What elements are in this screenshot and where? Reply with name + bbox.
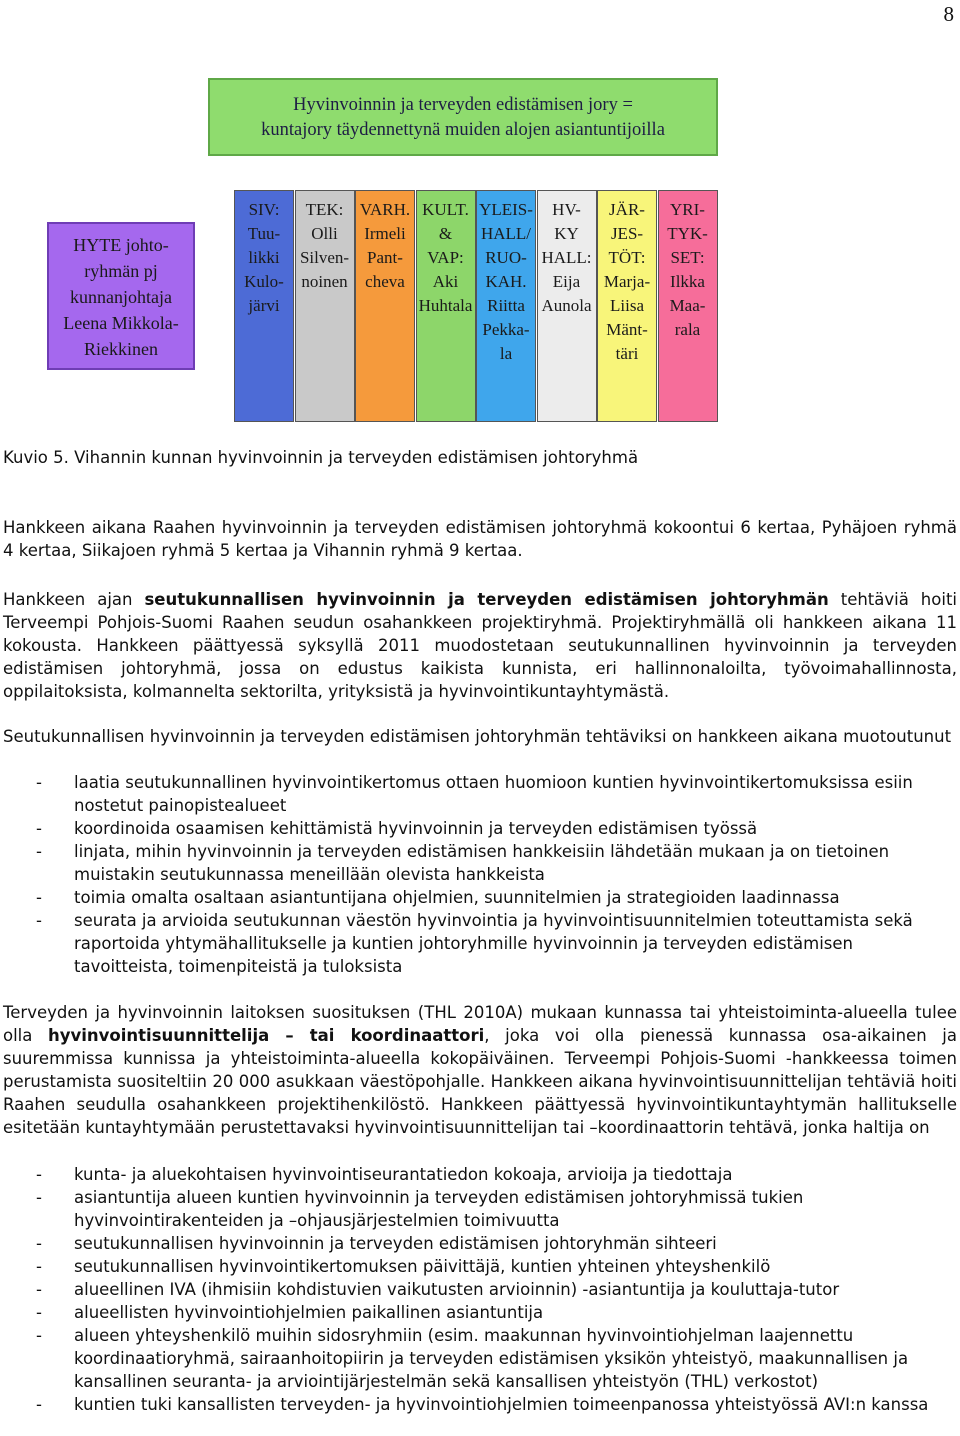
chart-column-line: Kulo- — [244, 272, 284, 291]
hyte-line: ryhmän pj — [84, 261, 158, 281]
chart-column-line: Huhtala — [418, 296, 473, 315]
hyte-line: kunnanjohtaja — [70, 287, 172, 307]
chart-column-line: JÄR- — [609, 200, 645, 219]
chart-column-line: Pekka- — [482, 320, 530, 339]
chart-column-line: Mänt- — [606, 320, 648, 339]
chart-column-line: Eija — [552, 272, 581, 291]
chart-column-line: Aunola — [541, 296, 592, 315]
chart-column-line: HV- — [552, 200, 581, 219]
chart-column-line: HALL: — [541, 248, 592, 267]
p4-text: , joka voi olla pienessä kunnassa osa-aikainen ja suuremmissa kunnissa ja yhteistoiminta-alueella kokopäiväinen. Terveempi Pohjois-Suomi -hankkeessa toimen perustamista suositeltiin 20 000 asukkaan väestöpohjalle. Hankkeen aikana hyvinvointisuunnittelijan tehtäviä hoiti Raahen seudulla osahankkeen projektihenkilöstö. Hankkeen päättyessä hyvinvointikuntayhtymän hallitukselle esitetään kuntayhtymään perustettavaksi hyvinvointisuunnittelijan tai –koordinaattorin tehtävä, jonka haltija on — [3, 1026, 957, 1137]
chart-column-line: noinen — [301, 272, 348, 291]
chart-hyte-box — [47, 222, 195, 370]
top-box-line: Hyvinvoinnin ja terveyden edistämisen jory = — [293, 95, 633, 115]
chart-column-line: JES- — [610, 224, 644, 243]
figure-caption: Kuvio 5. Vihannin kunnan hyvinvoinnin ja terveyden edistämisen johtoryhmä — [3, 448, 639, 467]
list-item: - alueellinen IVA (ihmisiin kohdistuvien vaikutusten arvioinnin) -asiantuntija ja kouluttaja-tutor — [3, 1278, 957, 1301]
chart-column-line: KAH. — [485, 272, 527, 291]
chart-column-line: Aki — [432, 272, 459, 291]
chart-column — [597, 190, 657, 422]
chart-column-line: Maa- — [669, 296, 706, 315]
chart-column-line: Ilkka — [670, 272, 705, 291]
chart-column-line: Pant- — [367, 248, 403, 267]
page-number: 8 — [943, 2, 954, 26]
chart-column — [295, 190, 355, 422]
chart-column-line: TYK- — [667, 224, 708, 243]
chart-column-line: Silven- — [299, 248, 350, 267]
chart-column-line: RUO- — [485, 248, 527, 267]
list-item: - laatia seutukunnallinen hyvinvointikertomus ottaen huomioon kuntien hyvinvointikertomuksissa esiin nostetut painopistealueet — [3, 771, 957, 817]
hyte-line: Riekkinen — [84, 339, 158, 359]
chart-column-line: Marja- — [603, 272, 651, 291]
hyte-line: HYTE johto- — [73, 235, 169, 255]
list-item: - alueellisten hyvinvointiohjelmien paikallinen asiantuntija — [3, 1301, 957, 1324]
chart-column — [416, 190, 476, 422]
chart-column-line: SET: — [670, 248, 705, 267]
chart-column — [234, 190, 294, 422]
chart-column — [658, 190, 718, 422]
p2-text: tehtäviä hoiti Terveempi Pohjois-Suomi Raahen seudun osahankkeen projektiryhmä. Projektiryhmällä oli hankkeen aikana 11 kokousta. Hankkeen päättyessä syksyllä 2011 muodostetaan seutukunnallinen hyvinvoinnin ja terveyden edistämisen johtoryhmä, jossa on edustus kaikista kunnista, eri hallinnonaloilta, työvoimahallinnosta, oppilaitoksista, kolmannelta sektorilta, yrityksistä ja hyvinvointikuntayhtymästä. — [3, 590, 957, 701]
chart-column-line: SIV: — [248, 200, 280, 219]
chart-column-line: KULT. — [422, 200, 469, 219]
chart-column — [355, 190, 415, 422]
paragraph-2 — [3, 588, 957, 703]
task-list — [3, 771, 957, 978]
chart-column — [537, 190, 597, 422]
chart-column-line: Olli — [311, 224, 338, 243]
chart-column-line: täri — [615, 344, 639, 363]
p2-text: Hankkeen ajan — [3, 590, 145, 609]
paragraph-4 — [3, 1001, 957, 1139]
list-item: - linjata, mihin hyvinvoinnin ja terveyden edistämisen hankkeisiin lähdetään mukaan ja on tietoinen muistakin seutukunnassa meneillään olevista hankkeista — [3, 840, 957, 886]
chart-column-line: TEK: — [305, 200, 344, 219]
chart-column-line: VAP: — [427, 248, 464, 267]
role-list — [3, 1163, 957, 1416]
chart-column-line: Tuu- — [247, 224, 281, 243]
chart-column-line: Riitta — [487, 296, 525, 315]
p2-bold: seutukunnallisen hyvinvoinnin ja terveyden edistämisen johtoryhmän — [144, 590, 829, 609]
chart-column-line: YRI- — [670, 200, 705, 219]
chart-column — [476, 190, 536, 422]
chart-column-line: cheva — [365, 272, 405, 291]
list-item: - kunta- ja aluekohtaisen hyvinvointiseurantatiedon kokoaja, arvioija ja tiedottaja — [3, 1163, 957, 1186]
list-item: - alueen yhteyshenkilö muihin sidosryhmiin (esim. maakunnan hyvinvointiohjelman laajennettu koordinaatioryhmä, sairaanhoitopiirin ja terveyden edistämisen yksikön yhteistyö, maakunnallisen ja kansallinen seuranta- ja arviointijärjestelmän sekä kansallisen yhteistyön (THL) verkostot) — [3, 1324, 957, 1393]
chart-column-line: järvi — [248, 296, 280, 315]
chart-column-line: la — [499, 344, 513, 363]
paragraph-3: Seutukunnallisen hyvinvoinnin ja terveyden edistämisen johtoryhmän tehtäviksi on hankkeen aikana muotoutunut — [3, 727, 952, 746]
list-item: - seutukunnallisen hyvinvointikertomuksen päivittäjä, kuntien yhteinen yhteyshenkilö — [3, 1255, 957, 1278]
hyte-line: Leena Mikkola- — [63, 313, 179, 333]
chart-column-line: rala — [674, 320, 701, 339]
chart-column-line: TÖT: — [608, 248, 646, 267]
chart-column-line: YLEIS- — [479, 200, 533, 219]
list-item: - seurata ja arvioida seutukunnan väestön hyvinvointia ja hyvinvointisuunnitelmien toteuttamista sekä raportoida yhtymähallitukselle ja kuntien johtoryhmille hyvinvoinnin ja terveyden edistämisen tavoitteista, toimenpiteistä ja tuloksista — [3, 909, 957, 978]
list-item: - kuntien tuki kansallisten terveyden- ja hyvinvointiohjelmien toimeenpanossa yhteistyössä AVI:n kanssa — [3, 1393, 957, 1416]
list-item: - toimia omalta osaltaan asiantuntijana ohjelmien, suunnitelmien ja strategioiden laadinnassa — [3, 886, 957, 909]
chart-top-box — [208, 78, 718, 156]
list-item: - koordinoida osaamisen kehittämistä hyvinvoinnin ja terveyden edistämisen työssä — [3, 817, 957, 840]
paragraph-1: Hankkeen aikana Raahen hyvinvoinnin ja terveyden edistämisen johtoryhmä kokoontui 6 kertaa, Pyhäjoen ryhmä 4 kertaa, Siikajoen ryhmä 5 kertaa ja Vihannin ryhmä 9 kertaa. — [3, 518, 957, 560]
chart-column-line: HALL/ — [480, 224, 532, 243]
chart-column-line: & — [438, 224, 453, 243]
chart-column-line: Irmeli — [364, 224, 406, 243]
list-item: - asiantuntija alueen kuntien hyvinvoinnin ja terveyden edistämisen johtoryhmissä tukien hyvinvointirakenteiden ja –ohjausjärjestelmien toimivuutta — [3, 1186, 957, 1232]
p4-bold: hyvinvointisuunnittelija – tai koordinaattori — [48, 1026, 485, 1045]
chart-column-line: VARH. — [359, 200, 411, 219]
chart-column-line: Liisa — [610, 296, 644, 315]
chart-column-line: likki — [248, 248, 280, 267]
chart-column-line: KY — [554, 224, 579, 243]
list-item: - seutukunnallisen hyvinvoinnin ja terveyden edistämisen johtoryhmän sihteeri — [3, 1232, 957, 1255]
p4-text: Terveyden ja hyvinvoinnin laitoksen suosituksen (THL 2010A) mukaan kunnassa tai yhteistoiminta-alueella tulee olla — [3, 1003, 957, 1045]
top-box-line: kuntajory täydennettynä muiden alojen asiantuntijoilla — [261, 120, 665, 140]
